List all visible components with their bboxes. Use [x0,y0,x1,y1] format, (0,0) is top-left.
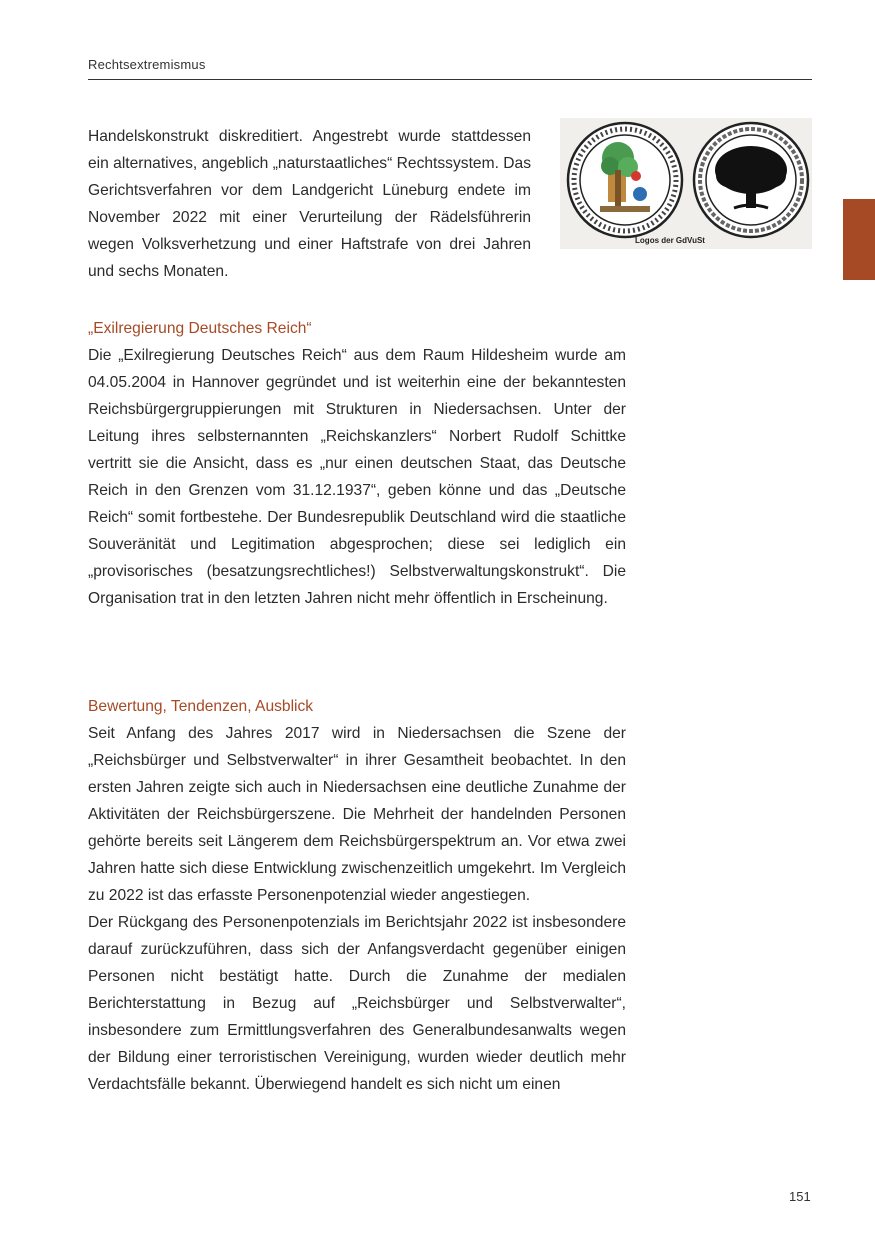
intro-paragraph [88,123,531,285]
exilregierung-paragraph [88,342,626,612]
exilregierung-text: Die „Exilregierung Deutsches Reich“ aus dem Raum Hildesheim wurde am 04.05.2004 in Hannover gegründet und ist weiterhin eine der bekanntesten Reichsbürgergruppierungen mit Strukturen in Niedersachsen. Unter der Leitung ihres selbsternannten „Reichskanzlers“ Norbert Rudolf Schittke vertritt sie die Ansicht, dass es „nur einen deutschen Staat, das Deutsche Reich in den Grenzen vom 31.12.1937“, geben könne und das „Deutsche Reich“ somit fortbestehe. Der Bundesrepublik Deutschland wird die staatliche Souveränität und Legitimation abgesprochen; diese sei lediglich ein „provisorisches (besatzungsrechtliches!) Selbstverwaltungskonstrukt“. Die Organisation trat in den letzten Jahren nicht mehr öffentlich in Erscheinung. [88,347,626,607]
bewertung-paragraph-2: Der Rückgang des Personenpotenzials im Berichtsjahr 2022 ist insbesondere darauf zurückzuführen, dass sich der Anfangsverdacht gegenüber einigen Personen nicht bestätigt hatte. Durch die Zunahme der medialen Berichterstattung in Bezug auf „Reichsbürger und Selbstverwalter“, insbesondere zum Ermittlungsverfahren des Generalbundesanwalts wegen der Bildung einer terroristischen Vereinigung, wurden wieder deutlich mehr Verdachtsfälle bekannt. Überwiegend handelt es sich nicht um einen [88,914,626,1093]
logos-image [560,118,812,249]
header-rule [88,79,812,80]
page-number: 151 [789,1189,811,1204]
right-seal-logo [694,123,808,237]
section-heading-exilregierung: „Exilregierung Deutsches Reich“ [88,320,312,337]
bewertung-paragraph-1: Seit Anfang des Jahres 2017 wird in Niedersachsen die Szene der „Reichsbürger und Selbstverwalter“ in ihrer Gesamtheit beobachtet. In den ersten Jahren zeigte sich auch in Niedersachsen eine deutliche Zunahme der Aktivitäten der Reichsbürgerszene. Die Mehrheit der handelnden Personen gehörte bereits seit Längerem dem Reichsbürgerspektrum an. Vor etwa zwei Jahren hatte sich diese Entwicklung zwischenzeitlich umgekehrt. Im Vergleich zu 2022 ist das erfasste Personenpotenzial wieder angestiegen. [88,725,626,904]
logos-caption: Logos der GdVuSt [635,236,705,245]
intro-text: Handelskonstrukt diskreditiert. Angestrebt wurde stattdessen ein alternatives, angeblich „naturstaatliches“ Rechtssystem. Das Gerichtsverfahren vor dem Landgericht Lüneburg endete im November 2022 mit einer Verurteilung der Rädelsführerin wegen Volksverhetzung und einer Haftstrafe von drei Jahren und sechs Monaten. [88,128,531,280]
logos-figure [560,118,812,249]
section-heading-bewertung: Bewertung, Tendenzen, Ausblick [88,698,314,715]
running-title: Rechtsextremismus [88,57,206,72]
bewertung-paragraphs [88,720,626,1098]
left-seal-logo [568,123,682,237]
chapter-tab-marker [843,199,875,280]
